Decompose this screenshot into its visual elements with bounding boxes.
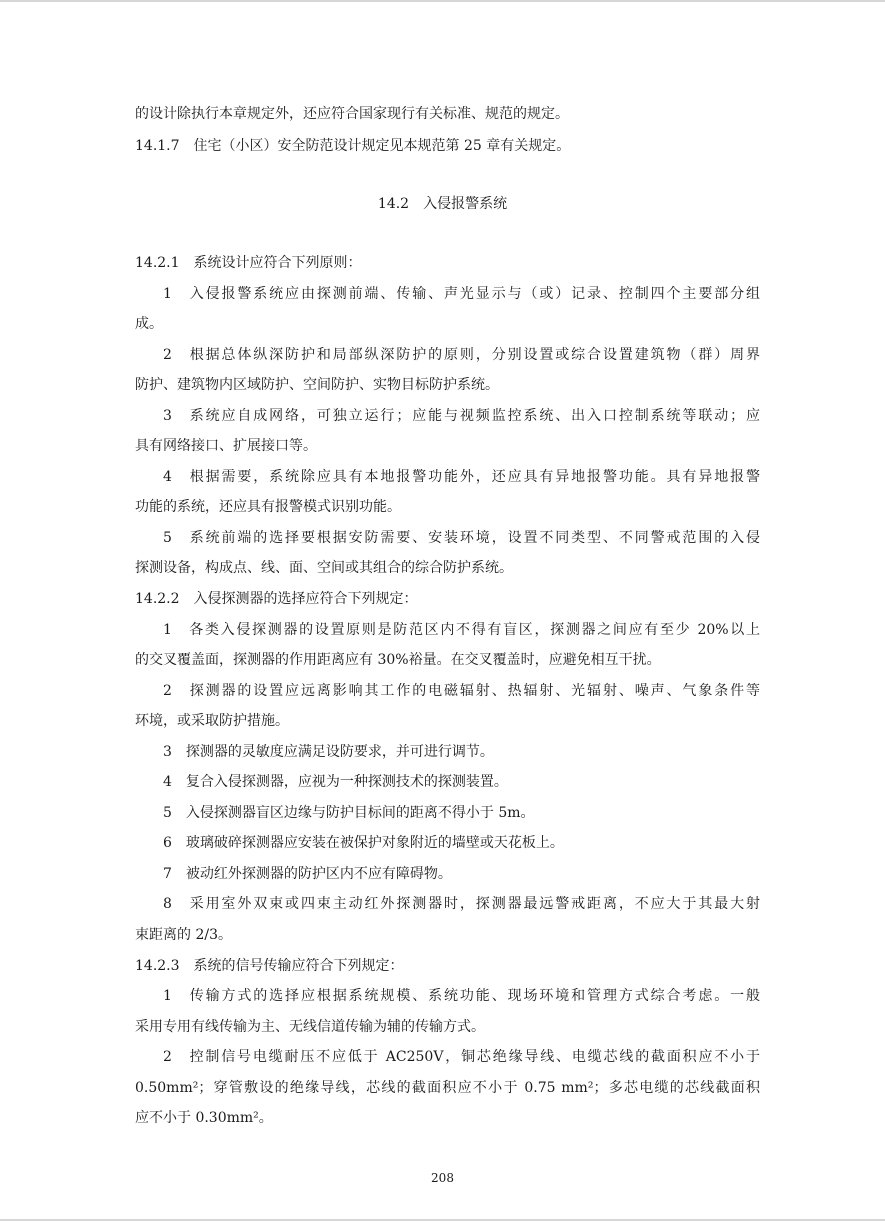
clause-14-2-2-item-3: 3 探测器的灵敏度应满足设防要求，并可进行调节。 [163,744,494,760]
clause-14-2-1: 14.2.1 系统设计应符合下列原则： [135,255,362,271]
section-heading-14-2: 14.2 入侵报警系统 [377,196,508,212]
clause-14-2-2-item-1: 1 各类入侵探测器的设置原则是防范区内不得有盲区，探测器之间应有至少 20%以上 [163,622,760,638]
clause-14-2-1-item-1: 1 入侵报警系统应由探测前端、传输、声光显示与（或）记录、控制四个主要部分组 [163,286,760,302]
clause-14-2-2-item-4: 4 复合入侵探测器，应视为一种探测技术的探测装置。 [163,774,508,790]
clause-14-2-2-item-1-cont: 的交叉覆盖面，探测器的作用距离应有 30%裕量。在交叉覆盖时，应避免相互干扰。 [135,652,661,668]
clause-14-2-2-item-2: 2 探测器的设置应远离影响其工作的电磁辐射、热辐射、光辐射、噪声、气象条件等 [163,683,760,699]
clause-14-2-1-item-4: 4 根据需要，系统除应具有本地报警功能外，还应具有异地报警功能。具有异地报警 [163,469,760,485]
clause-14-2-1-item-5-cont: 探测设备，构成点、线、面、空间或其组合的综合防护系统。 [135,560,513,576]
page-number: 208 [431,1171,454,1185]
clause-14-2-3-item-2-cont: 0.50mm²；穿管敷设的绝缘导线，芯线的截面积应不小于 0.75 mm²；多芯电缆的芯线截面积 [135,1080,760,1096]
clause-14-1-7: 14.1.7 住宅（小区）安全防范设计规定见本规范第 25 章有关规定。 [135,138,571,154]
clause-14-2-3-item-1-cont: 采用专用有线传输为主、无线信道传输为辅的传输方式。 [135,1019,485,1035]
clause-14-2-2-item-2-cont: 环境，或采取防护措施。 [135,713,289,729]
clause-14-2-1-item-3: 3 系统应自成网络，可独立运行；应能与视频监控系统、出入口控制系统等联动；应 [163,408,760,424]
clause-14-2-2-item-8: 8 采用室外双束或四束主动红外探测器时，探测器最远警戒距离，不应大于其最大射 [163,896,760,912]
clause-14-2-2-item-7: 7 被动红外探测器的防护区内不应有障碍物。 [163,866,452,882]
clause-14-2-2-item-5: 5 入侵探测器盲区边缘与防护目标间的距离不得小于 5m。 [163,805,535,821]
page-top-edge [0,0,885,2]
clause-14-2-2-item-6: 6 玻璃破碎探测器应安装在被保护对象附近的墙壁或天花板上。 [163,835,564,851]
clause-14-2-1-item-1-cont: 成。 [135,316,163,332]
clause-14-2-3-item-2: 2 控制信号电缆耐压不应低于 AC250V，铜芯绝缘导线、电缆芯线的截面积应不小于 [163,1049,760,1065]
clause-14-2-1-item-2: 2 根据总体纵深防护和局部纵深防护的原则，分别设置或综合设置建筑物（群）周界 [163,347,760,363]
clause-14-2-1-item-3-cont: 具有网络接口、扩展接口等。 [135,438,317,454]
clause-14-2-3: 14.2.3 系统的信号传输应符合下列规定： [135,958,404,974]
clause-14-2-1-item-2-cont: 防护、建筑物内区域防护、空间防护、实物目标防护系统。 [135,377,499,393]
continuation-line: 的设计除执行本章规定外，还应符合国家现行有关标准、规范的规定。 [135,106,569,122]
clause-14-2-3-item-1: 1 传输方式的选择应根据系统规模、系统功能、现场环境和管理方式综合考虑。一般 [163,988,760,1004]
clause-14-2-1-item-5: 5 系统前端的选择要根据安防需要、安装环境，设置不同类型、不同警戒范围的入侵 [163,530,760,546]
clause-14-2-3-item-2-end: 应不小于 0.30mm²。 [135,1110,273,1126]
clause-14-2-2-item-8-cont: 束距离的 2/3。 [135,927,232,943]
clause-14-2-1-item-4-cont: 功能的系统，还应具有报警模式识别功能。 [135,499,401,515]
clause-14-2-2: 14.2.2 入侵探测器的选择应符合下列规定： [135,591,418,607]
